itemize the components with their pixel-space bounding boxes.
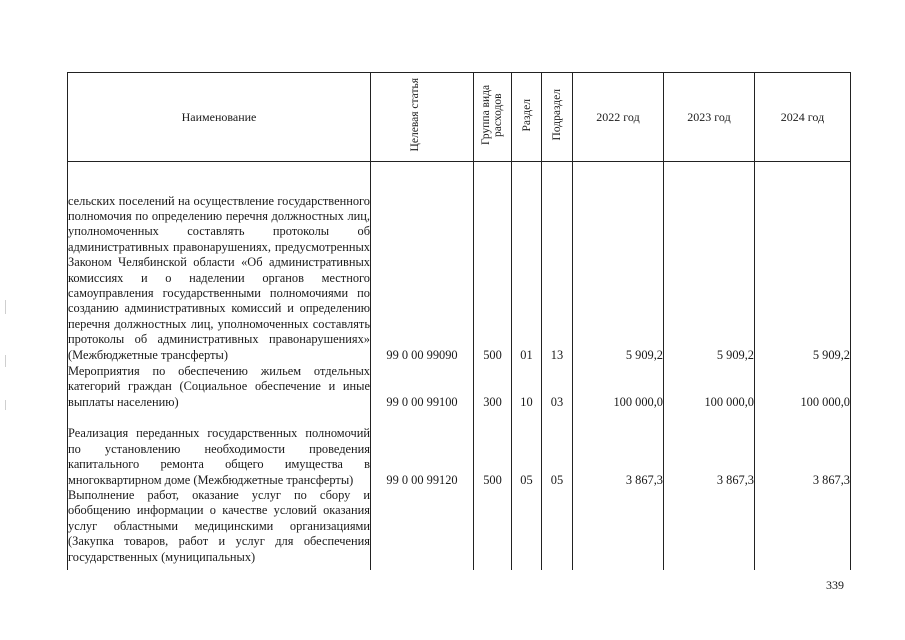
row-section — [512, 488, 542, 570]
scan-artifact — [5, 400, 6, 410]
scan-artifact — [5, 300, 6, 314]
row-2023 — [664, 488, 755, 570]
row-section: 05 — [512, 410, 542, 488]
row-subsection: 05 — [542, 410, 573, 488]
page-number: 339 — [826, 578, 844, 592]
scan-artifact — [5, 355, 6, 367]
row-target-item — [371, 488, 474, 570]
table-row — [68, 488, 851, 570]
row-2024: 100 000,0 — [755, 363, 851, 410]
row-2023: 3 867,3 — [664, 410, 755, 488]
header-section: Раздел — [512, 73, 542, 162]
table-row — [68, 410, 851, 488]
row-2022: 100 000,0 — [573, 363, 664, 410]
row-subsection: 13 — [542, 162, 573, 364]
row-expense-group: 300 — [474, 363, 512, 410]
row-2024: 3 867,3 — [755, 410, 851, 488]
row-section: 10 — [512, 363, 542, 410]
row-target-item: 99 0 00 99120 — [371, 410, 474, 488]
header-expense-group: Группа вида расходов — [474, 73, 512, 162]
row-target-item: 99 0 00 99100 — [371, 363, 474, 410]
header-subsection: Подраздел — [542, 73, 573, 162]
row-name: сельских поселений на осуществление государственного полномочия по определению перечня должностных лиц, уполномоченных составлять протоколы об административных правонарушениях, предусмотренных Законом Челябинской области «Об административных комиссиях и о наделении органов местного самоуправления государственными полномочиями по созданию административных комиссий и определению перечня должностных лиц, уполномоченных составлять протоколы об административных правонарушениях» (Межбюджетные трансферты) — [68, 162, 371, 364]
header-name: Наименование — [68, 73, 371, 162]
table-row — [68, 363, 851, 410]
table-row — [68, 162, 851, 364]
row-2023: 100 000,0 — [664, 363, 755, 410]
row-name: Мероприятия по обеспечению жильем отдельных категорий граждан (Социальное обеспечение и иные выплаты населению) — [68, 363, 370, 409]
row-section: 01 — [512, 162, 542, 364]
header-2023: 2023 год — [664, 73, 755, 162]
row-subsection: 03 — [542, 363, 573, 410]
row-expense-group: 500 — [474, 162, 512, 364]
row-2024: 5 909,2 — [755, 162, 851, 364]
row-2022 — [573, 488, 664, 570]
header-2022: 2022 год — [573, 73, 664, 162]
row-2022: 5 909,2 — [573, 162, 664, 364]
row-2023: 5 909,2 — [664, 162, 755, 364]
row-name: Выполнение работ, оказание услуг по сбору и обобщению информации о качестве условий оказания услуг областными медицинскими организациями (Закупка товаров, работ и услуг для обеспечения государственных (муниципальных) — [68, 488, 371, 570]
row-target-item: 99 0 00 99090 — [371, 162, 474, 364]
row-2022: 3 867,3 — [573, 410, 664, 488]
header-row — [68, 73, 851, 162]
budget-table — [67, 72, 851, 570]
row-expense-group — [474, 488, 512, 570]
row-2024 — [755, 488, 851, 570]
row-subsection — [542, 488, 573, 570]
header-target-item: Целевая статья — [371, 73, 474, 162]
row-expense-group: 500 — [474, 410, 512, 488]
row-name: Реализация переданных государственных полномочий по установлению необходимости проведения капитального ремонта общего имущества в многоквартирном доме (Межбюджетные трансферты) — [68, 410, 371, 488]
header-2024: 2024 год — [755, 73, 851, 162]
